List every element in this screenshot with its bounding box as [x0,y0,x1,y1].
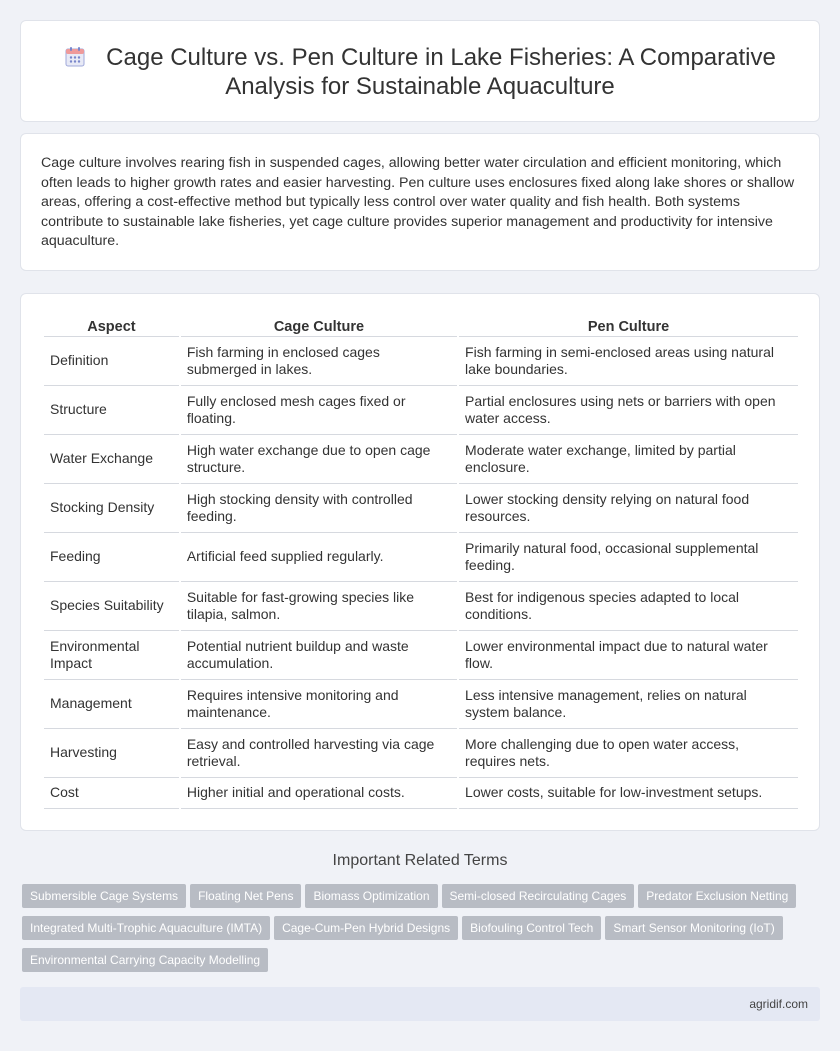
cell-aspect: Feeding [44,533,179,582]
header-pen-culture: Pen Culture [459,315,798,337]
table-header-row [44,315,798,337]
header-card [20,20,820,122]
table-row [44,533,798,582]
cell-pen-culture: Best for indigenous species adapted to local conditions. [459,582,798,631]
related-term-tag[interactable]: Environmental Carrying Capacity Modelling [22,948,268,972]
table-body [44,337,798,809]
cell-pen-culture: Less intensive management, relies on natural system balance. [459,680,798,729]
table-row [44,680,798,729]
table-row [44,484,798,533]
cell-cage-culture: High water exchange due to open cage structure. [181,435,457,484]
page-title-text: Cage Culture vs. Pen Culture in Lake Fisheries: A Comparative Analysis for Sustainable Aquaculture [106,44,776,100]
comparison-table [42,315,800,809]
table-row [44,729,798,778]
table-row [44,337,798,386]
comparison-card [20,293,820,831]
cell-aspect: Harvesting [44,729,179,778]
related-term-tag[interactable]: Biofouling Control Tech [462,916,601,940]
cell-cage-culture: Easy and controlled harvesting via cage retrieval. [181,729,457,778]
header-cage-culture: Cage Culture [181,315,457,337]
cell-pen-culture: Lower costs, suitable for low-investment setups. [459,778,798,809]
cell-cage-culture: Artificial feed supplied regularly. [181,533,457,582]
header-aspect: Aspect [44,315,179,337]
cell-aspect: Species Suitability [44,582,179,631]
intro-card [20,133,820,271]
related-term-tag[interactable]: Semi-closed Recirculating Cages [442,884,635,908]
table-row [44,778,798,809]
cell-cage-culture: Suitable for fast-growing species like tilapia, salmon. [181,582,457,631]
related-term-tag[interactable]: Integrated Multi-Trophic Aquaculture (IMTA) [22,916,270,940]
footer-site-link[interactable]: agridif.com [749,997,808,1011]
related-term-tag[interactable]: Submersible Cage Systems [22,884,186,908]
cell-pen-culture: Lower environmental impact due to natural water flow. [459,631,798,680]
related-term-tag[interactable]: Smart Sensor Monitoring (IoT) [605,916,782,940]
cell-pen-culture: More challenging due to open water access, requires nets. [459,729,798,778]
related-term-tag[interactable]: Predator Exclusion Netting [638,884,796,908]
table-row [44,435,798,484]
cell-aspect: Cost [44,778,179,809]
cell-cage-culture: Potential nutrient buildup and waste accumulation. [181,631,457,680]
cell-aspect: Environmental Impact [44,631,179,680]
cell-cage-culture: Higher initial and operational costs. [181,778,457,809]
cell-aspect: Definition [44,337,179,386]
related-term-tag[interactable]: Floating Net Pens [190,884,301,908]
footer [20,987,820,1021]
cell-pen-culture: Moderate water exchange, limited by partial enclosure. [459,435,798,484]
intro-paragraph: Cage culture involves rearing fish in suspended cages, allowing better water circulation and efficient monitoring, which often leads to higher growth rates and easier harvesting. Pen culture uses enclosures fixed along lake shores or shallow areas, offering a cost-effective method but typically less control over water quality and fish health. Both systems contribute to sustainable lake fisheries, yet cage culture provides superior management and productivity for intensive aquaculture. [41,155,795,249]
cell-aspect: Stocking Density [44,484,179,533]
cell-pen-culture: Fish farming in semi-enclosed areas using natural lake boundaries. [459,337,798,386]
table-row [44,631,798,680]
calendar-icon [64,46,86,68]
related-term-tag[interactable]: Biomass Optimization [305,884,437,908]
cell-aspect: Structure [44,386,179,435]
related-terms-title: Important Related Terms [332,852,508,869]
table-row [44,582,798,631]
cell-cage-culture: High stocking density with controlled feeding. [181,484,457,533]
related-terms-list [22,884,822,980]
related-term-tag[interactable]: Cage-Cum-Pen Hybrid Designs [274,916,458,940]
cell-aspect: Water Exchange [44,435,179,484]
cell-cage-culture: Fully enclosed mesh cages fixed or floating. [181,386,457,435]
cell-aspect: Management [44,680,179,729]
cell-pen-culture: Lower stocking density relying on natural food resources. [459,484,798,533]
cell-pen-culture: Primarily natural food, occasional supplemental feeding. [459,533,798,582]
cell-cage-culture: Fish farming in enclosed cages submerged in lakes. [181,337,457,386]
header [21,43,819,101]
page-title [61,43,779,101]
table-row [44,386,798,435]
cell-pen-culture: Partial enclosures using nets or barriers with open water access. [459,386,798,435]
cell-cage-culture: Requires intensive monitoring and maintenance. [181,680,457,729]
